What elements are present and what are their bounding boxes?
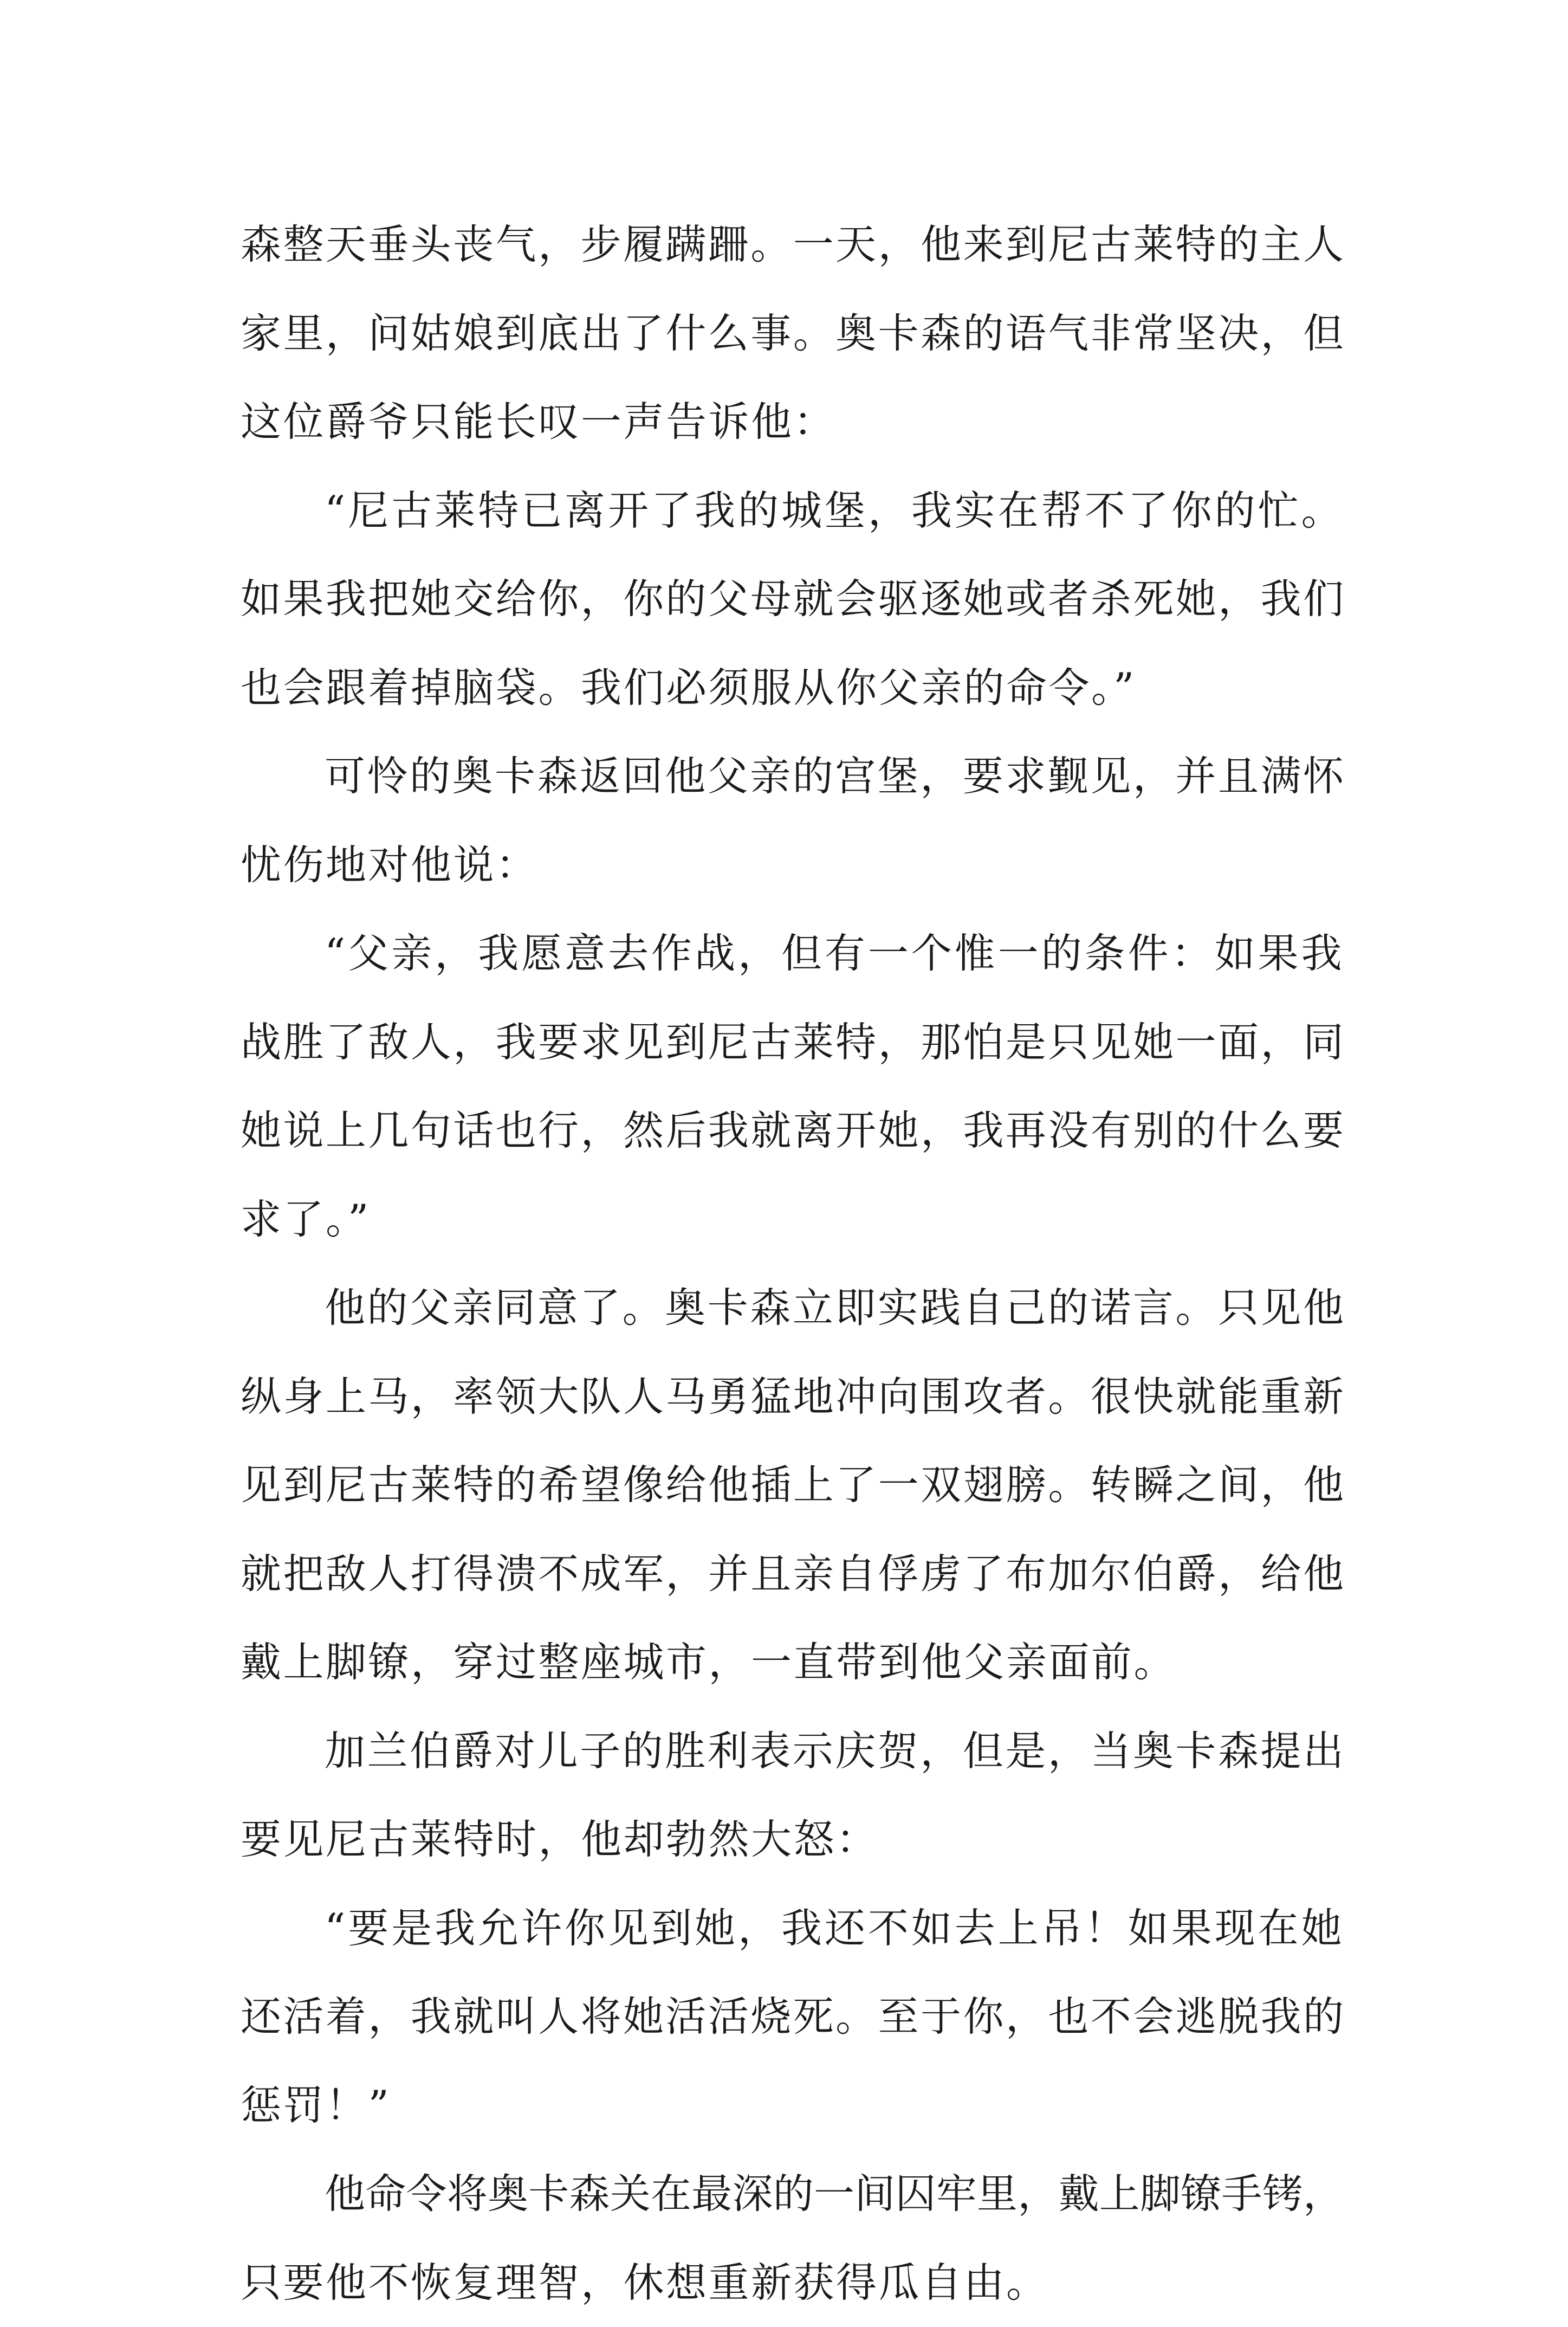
text-line: 她说上几句话也行，然后我就离开她，我再没有别的什么要: [241, 1087, 1344, 1175]
text-line: 惩罚！”: [241, 2061, 1344, 2150]
text-line: 求了。”: [241, 1175, 1344, 1264]
text-line: “要是我允许你见到她，我还不如去上吊！如果现在她: [241, 1884, 1344, 1973]
text-line: 只要他不恢复理智，休想重新获得瓜自由。: [241, 2239, 1344, 2327]
text-line: 见到尼古莱特的希望像给他插上了一双翅膀。转瞬之间，他: [241, 1441, 1344, 1530]
text-line: 他的父亲同意了。奥卡森立即实践自己的诺言。只见他: [241, 1264, 1344, 1353]
text-line: 这位爵爷只能长叹一声告诉他：: [241, 378, 1344, 467]
text-line: 森整天垂头丧气，步履蹒跚。一天，他来到尼古莱特的主人: [241, 201, 1344, 289]
text-line: 就把敌人打得溃不成军，并且亲自俘虏了布加尔伯爵，给他: [241, 1530, 1344, 1619]
text-line: 家里，问姑娘到底出了什么事。奥卡森的语气非常坚决，但: [241, 289, 1344, 378]
text-line: 要见尼古莱特时，他却勃然大怒：: [241, 1795, 1344, 1884]
text-line: 纵身上马，率领大队人马勇猛地冲向围攻者。很快就能重新: [241, 1353, 1344, 1442]
text-line: “父亲，我愿意去作战，但有一个惟一的条件：如果我: [241, 909, 1344, 998]
text-line: 可怜的奥卡森返回他父亲的宫堡，要求觐见，并且满怀: [241, 732, 1344, 821]
text-line: “尼古莱特已离开了我的城堡，我实在帮不了你的忙。: [241, 467, 1344, 555]
body-text: [241, 201, 1344, 2327]
text-line: 也会跟着掉脑袋。我们必须服从你父亲的命令。”: [241, 644, 1344, 733]
text-line: 还活着，我就叫人将她活活烧死。至于你，也不会逃脱我的: [241, 1973, 1344, 2061]
text-line: 他命令将奥卡森关在最深的一间囚牢里，戴上脚镣手铐，: [241, 2150, 1344, 2239]
text-line: 忧伤地对他说：: [241, 821, 1344, 910]
text-line: 加兰伯爵对儿子的胜利表示庆贺，但是，当奥卡森提出: [241, 1707, 1344, 1796]
text-line: 战胜了敌人，我要求见到尼古莱特，那怕是只见她一面，同: [241, 998, 1344, 1087]
text-line: 戴上脚镣，穿过整座城市，一直带到他父亲面前。: [241, 1618, 1344, 1707]
text-line: 如果我把她交给你，你的父母就会驱逐她或者杀死她，我们: [241, 555, 1344, 644]
